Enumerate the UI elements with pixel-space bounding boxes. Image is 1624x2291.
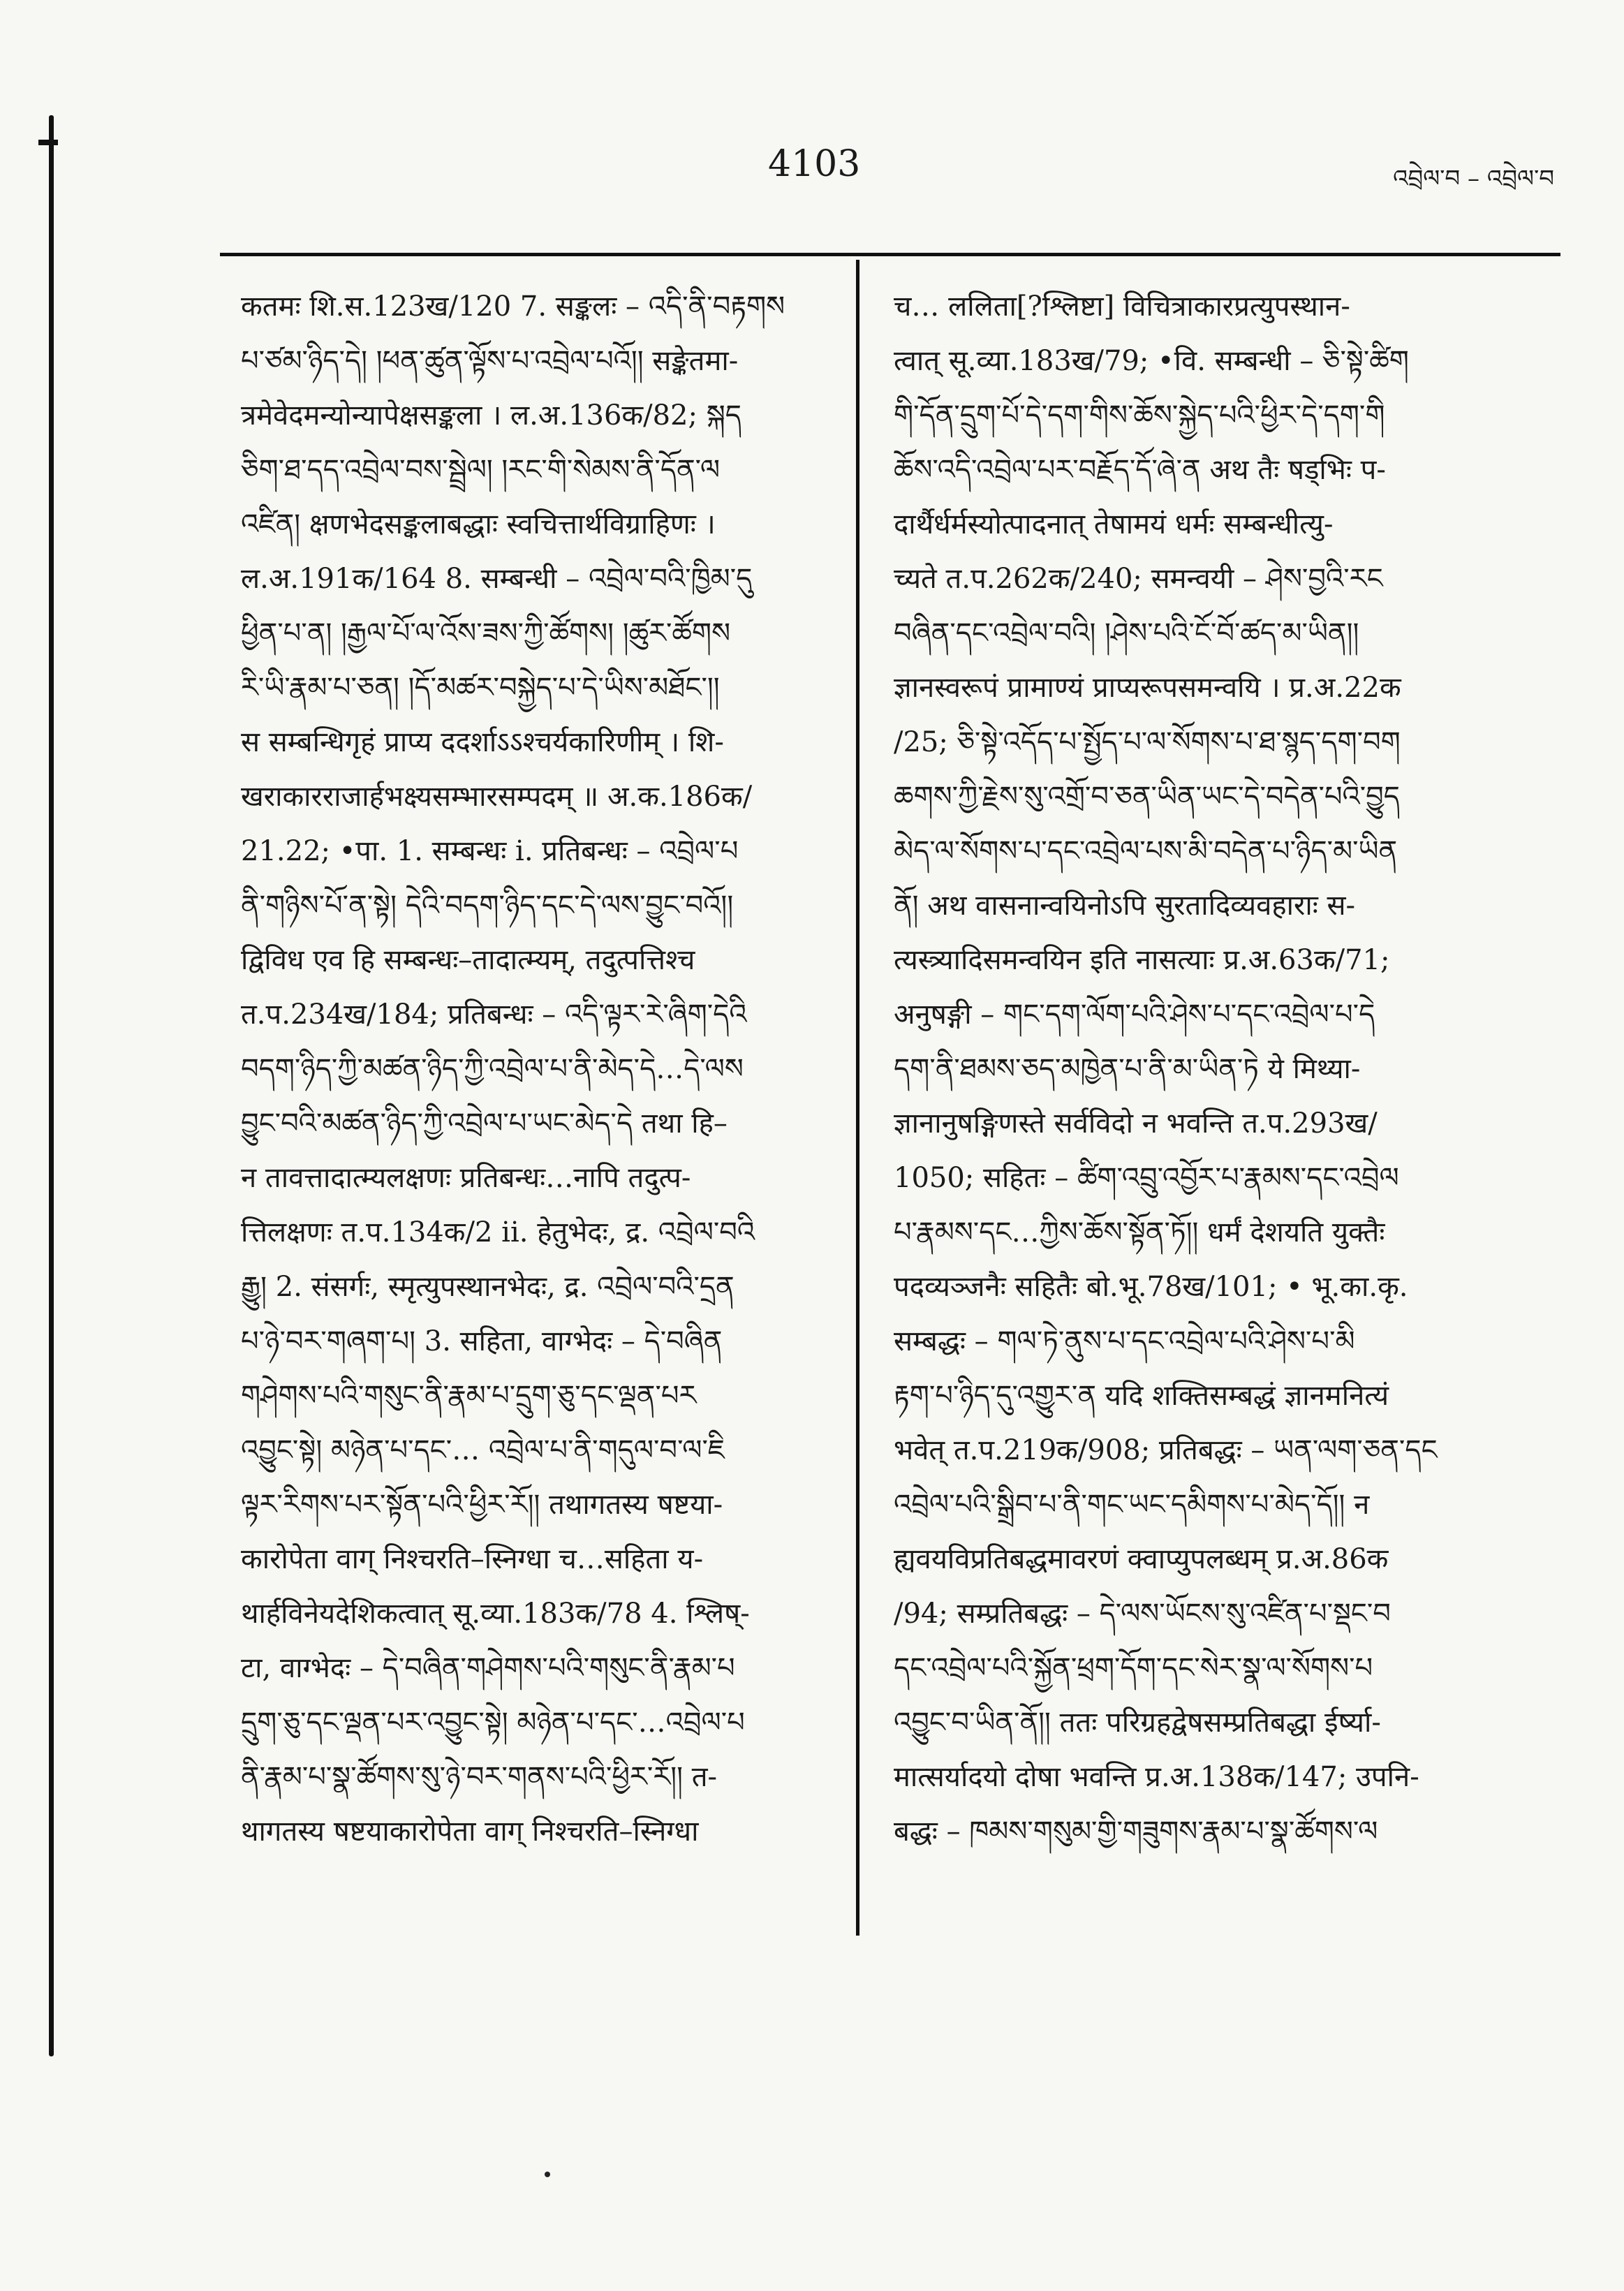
text-line: ज्ञानस्वरूपं प्रामाण्यं प्राप्यरूपसमन्वयि । प्र.अ.22क	[894, 672, 1401, 704]
text-line: མེད་ལ་སོགས་པ་དང་འབྲེལ་པས་མི་བདེན་པ་ཉིད་མ་ཡིན	[894, 835, 1398, 867]
text-line: पदव्यञ्जनैः सहितैः बो.भू.78ख/101; • भू.का.कृ.	[894, 1271, 1408, 1303]
text-line: च्यते त.प.262क/240; समन्वयी – ཤེས་བྱའི་རང	[894, 563, 1383, 595]
text-line: टा, वाग्भेदः – དེ་བཞིན་གཤེགས་པའི་གསུང་ནི་རྣམ་པ	[241, 1652, 735, 1684]
text-line: ནི་རྣམ་པ་སྣ་ཚོགས་སུ་ཉེ་བར་གནས་པའི་ཕྱིར་རོ།། त-	[241, 1761, 718, 1793]
text-line: न तावत्तादात्म्यलक्षणः प्रतिबन्धः…नापि तदुत्प-	[241, 1162, 691, 1194]
text-line: པ་ཉེ་བར་གཞག་པ། 3. सहिता, वाग्भेदः – དེ་བཞིན	[241, 1325, 723, 1357]
text-line: बद्धः – ཁམས་གསུམ་གྱི་གཟུགས་རྣམ་པ་སྣ་ཚོགས་ལ	[894, 1815, 1378, 1848]
text-line: པ་ཙམ་ཉིད་དེ། །ཕན་ཚུན་ལྟོས་པ་འབྲེལ་པའོ།། सङ्केतमा-	[241, 345, 739, 377]
text-line: थार्हविनेयदेशिकत्वात् सू.व्या.183क/78 4. श्लिष्-	[241, 1598, 750, 1630]
text-line: 21.22; •पा. 1. सम्बन्धः i. प्रतिबन्धः – འབྲེལ་པ	[241, 835, 739, 867]
text-line: དྲུག་ཅུ་དང་ལྡན་པར་འབྱུང་སྟེ། མཉེན་པ་དང་…འབྲེལ་པ	[241, 1707, 745, 1739]
page-number: 4103	[768, 143, 861, 185]
text-line: ནོ། अथ वासनान्वयिनोऽपि सुरतादिव्यवहाराः स-	[894, 890, 1356, 922]
text-line: འཛིན། क्षणभेदसङ्कलाबद्धाः स्वचित्तार्थविग्राहिणः ।	[241, 508, 716, 540]
stray-mark	[545, 2172, 550, 2177]
text-line: གི་དོན་དྲུག་པོ་དེ་དག་གིས་ཆོས་སྐྱེད་པའི་ཕྱིར་དེ་དག་གི	[894, 399, 1385, 432]
text-line: त्तिलक्षणः त.प.134क/2 ii. हेतुभेदः, द्र. འབྲེལ་བའི	[241, 1216, 755, 1248]
text-line: རྟག་པ་ཉིད་དུ་འགྱུར་ན यदि शक्तिसम्बद्धं ज्ञानमनित्यं	[894, 1380, 1389, 1412]
running-head: འབྲེལ་བ – འབྲེལ་བ	[1393, 165, 1554, 193]
text-line: कारोपेता वाग् निश्चरति–स्निग्धा च…सहिता य-	[241, 1543, 704, 1575]
text-line: ཅིག་ཐ་དད་འབྲེལ་བས་སྦྲེལ། །རང་གི་སེམས་ནི་དོན་ལ	[241, 454, 721, 486]
text-line: स सम्बन्धिगृहं प्राप्य ददर्शाऽऽश्चर्यकारिणीम् । शि-	[241, 726, 724, 758]
column-divider	[856, 260, 859, 1936]
text-line: थागतस्य षष्टयाकारोपेता वाग् निश्चरति–स्निग्धा	[241, 1815, 699, 1848]
text-line: བཞིན་དང་འབྲེལ་བའི། །ཤེས་པའི་ངོ་བོ་ཚད་མ་ཡིན།།	[894, 617, 1359, 649]
text-line: རྒྱུ། 2. संसर्गः, स्मृत्युपस्थानभेदः, द्र. འབྲེལ་བའི་དྲན	[241, 1271, 735, 1303]
left-column	[241, 279, 841, 1859]
text-line: དག་ནི་ཐམས་ཅད་མཁྱེན་པ་ནི་མ་ཡིན་ཏེ ये मिथ्या-	[894, 1053, 1361, 1085]
text-line: བྱུང་བའི་མཚན་ཉིད་ཀྱི་འབྲེལ་པ་ཡང་མེད་དེ तथा हि–	[241, 1107, 728, 1140]
text-line: ཆོས་འདི་འབྲེལ་པར་བརྗོད་དོ་ཞེ་ན अथ तैः षड्भिः प-	[894, 454, 1386, 486]
left-margin-bar	[49, 115, 54, 2056]
text-line: त्वात् सू.व्या.183ख/79; •वि. सम्बन्धी – ཅི་སྟེ་ཚིག	[894, 345, 1409, 377]
text-line: /25; ཅི་སྟེ་འདོད་པ་སྤྱོད་པ་ལ་སོགས་པ་ཐ་སྙད་དག་བག	[894, 726, 1401, 758]
text-line: /94; सम्प्रतिबद्धः – དེ་ལས་ཡོངས་སུ་འཛིན་པ་སྡང་བ	[894, 1598, 1391, 1630]
text-line: གཤེགས་པའི་གསུང་ནི་རྣམ་པ་དྲུག་ཅུ་དང་ལྡན་པར	[241, 1380, 697, 1412]
text-line: དང་འབྲེལ་པའི་སྐྱོན་ཕྲག་དོག་དང་སེར་སྣ་ལ་སོགས་པ	[894, 1652, 1373, 1684]
text-line: दार्थैर्धर्मस्योत्पादनात् तेषामयं धर्मः सम्बन्धीत्यु-	[894, 508, 1334, 540]
text-line: རི་ཡི་རྣམ་པ་ཅན། །དོ་མཚར་བསྐྱེད་པ་དེ་ཡིས་མཐོང་།།	[241, 672, 720, 704]
text-line: པ་རྣམས་དང…ཀྱིས་ཆོས་སྟོན་ཏོ།། धर्मं देशयति युक्तैः	[894, 1216, 1385, 1248]
text-line: त्यस्त्र्यादिसमन्वयिन इति नासत्याः प्र.अ.63क/71;	[894, 944, 1390, 976]
text-line: འབྱུང་བ་ཡིན་ནོ།། ततः परिग्रहद्वेषसम्प्रतिबद्धा ईर्ष्या-	[894, 1707, 1381, 1739]
text-line: ཕྱིན་པ་ན། །རྒྱལ་པོ་ལ་འོས་ཟས་ཀྱི་ཚོགས། །ཚུར་ཚོགས	[241, 617, 731, 649]
text-line: खराकारराजार्हभक्ष्यसम्भारसम्पदम् ॥ अ.क.186क/	[241, 781, 753, 813]
text-line: त.प.234ख/184; प्रतिबन्धः – འདི་ལྟར་རེ་ཞིག་དེའི	[241, 999, 747, 1031]
page-header	[768, 143, 1554, 199]
text-line: मात्सर्यादयो दोषा भवन्ति प्र.अ.138क/147; उपनि-	[894, 1761, 1419, 1793]
text-line: བདག་ཉིད་ཀྱི་མཚན་ཉིད་ཀྱི་འབྲེལ་པ་ནི་མེད་དེ…དེ་ལས	[241, 1053, 744, 1085]
text-line: ལྟར་རིགས་པར་སྟོན་པའི་ཕྱིར་རོ།། तथागतस्य षष्टया-	[241, 1489, 723, 1521]
text-line: ज्ञानानुषङ्गिणस्ते सर्वविदो न भवन्ति त.प.293ख/	[894, 1107, 1378, 1140]
header-rule	[220, 253, 1560, 256]
text-line: च… ललिता[?श्लिष्टा] विचित्राकारप्रत्युपस्थान-	[894, 290, 1350, 323]
text-line: कतमः शि.स.123ख/120 7. सङ्कलः – འདི་ནི་བརྟགས	[241, 290, 785, 323]
text-line: ནི་གཉིས་པོ་ན་སྟེ། དེའི་བདག་ཉིད་དང་དེ་ལས་བྱུང་བའོ།།	[241, 890, 734, 922]
text-line: सम्बद्धः – གལ་ཏེ་ནུས་པ་དང་འབྲེལ་པའི་ཤེས་པ་མི	[894, 1325, 1355, 1357]
text-line: अनुषङ्गी – གང་དག་ལོག་པའི་ཤེས་པ་དང་འབྲེལ་པ་དེ	[894, 999, 1375, 1031]
text-line: ཆགས་ཀྱི་རྗེས་སུ་འགྲོ་བ་ཅན་ཡིན་ཡང་དེ་བདེན་པའི་བྱུད	[894, 781, 1400, 813]
text-line: ह्यवयविप्रतिबद्धमावरणं क्वाप्युपलब्धम् प्र.अ.86क	[894, 1543, 1389, 1575]
text-line: भवेत् त.प.219क/908; प्रतिबद्धः – ཡན་ལག་ཅན་དང	[894, 1434, 1438, 1466]
text-line: 1050; सहितः – ཚིག་འབྲུ་འབྱོར་པ་རྣམས་དང་འབྲེལ	[894, 1162, 1399, 1194]
text-line: त्रमेवेदमन्योन्यापेक्षसङ्कला । ल.अ.136क/82; སྐད	[241, 399, 741, 432]
right-column	[894, 279, 1508, 1859]
text-line: द्विविध एव हि सम्बन्धः–तादात्म्यम्, तदुत्पत्तिश्च	[241, 944, 695, 976]
text-line: ल.अ.191क/164 8. सम्बन्धी – འབྲེལ་བའི་ཁྱིམ་དུ	[241, 563, 753, 595]
text-line: འབྱུང་སྟེ། མཉེན་པ་དང་… འབྲེལ་པ་ནི་གདུལ་བ་ལ་ཇི	[241, 1434, 725, 1466]
text-line: འབྲེལ་པའི་སྒྲིབ་པ་ནི་གང་ཡང་དམིགས་པ་མེད་དོ།། न	[894, 1489, 1370, 1521]
margin-notch	[38, 140, 58, 145]
